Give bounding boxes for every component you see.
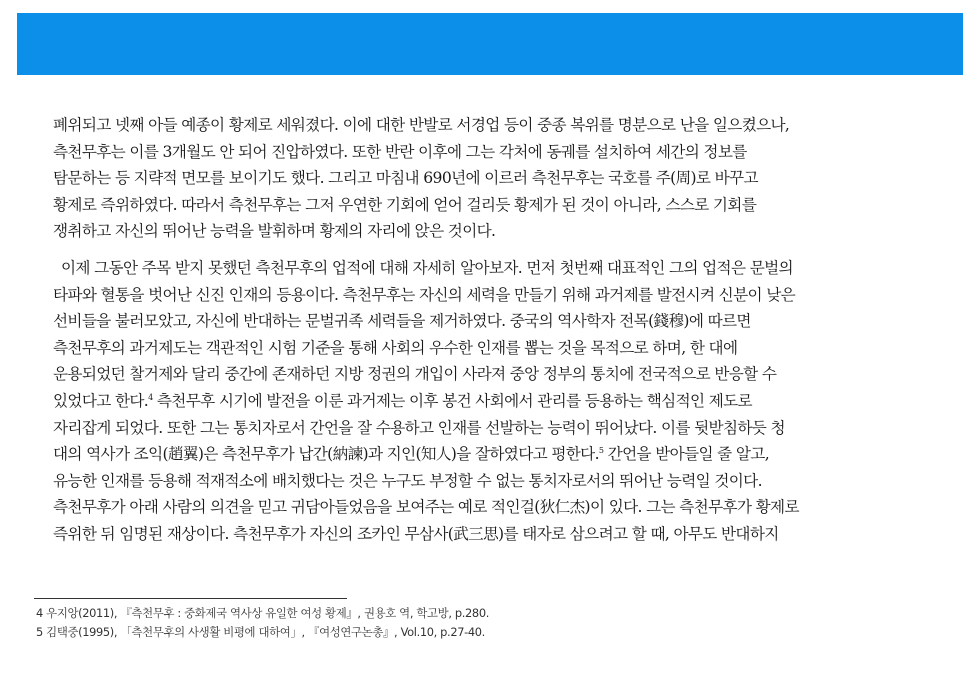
paragraph-line: 황제로 즉위하였다. 따라서 측천무후는 그저 우연한 기회에 얻어 걸리듯 황제가 된 것이 아니라, 스스로 기회를 (53, 195, 757, 214)
paragraph-line: 측천무후가 아래 사람의 의견을 믿고 귀담아들었음을 보여주는 예로 적인걸(狄仁杰)이 있다. 그는 측천무후가 황제로 (53, 498, 799, 517)
paragraph-line: 측천무후의 과거제도는 객관적인 시험 기준을 통해 사회의 우수한 인재를 뽑는 것을 목적으로 하며, 한 대에 (53, 338, 738, 357)
paragraph-2 (53, 255, 945, 548)
paragraph-line-text: 간언을 받아들일 줄 알고, (603, 445, 770, 464)
paragraph-line: 측천무후는 이를 3개월도 안 되어 진압하였다. 또한 반란 이후에 그는 각처에 동궤를 설치하여 세간의 정보를 (53, 142, 747, 161)
header-bar (17, 13, 963, 75)
footnote-divider (34, 598, 347, 599)
footnote-4: 4 우지앙(2011), 『측천무후 : 중화제국 역사상 유일한 여성 황제』, 권용호 역, 학고방, p.280. (36, 606, 489, 620)
paragraph-line-text: 이제 그동안 주목 받지 못했던 측천무후의 업적에 대해 자세히 알아보자. 먼저 첫번째 대표적인 그의 업적은 문벌의 (61, 258, 793, 277)
document-body (53, 112, 945, 548)
paragraph-line-text: 대의 역사가 조익(趙翼)은 측천무후가 납간(納諫)과 지인(知人)을 잘하였다고 평한다. (53, 445, 599, 464)
footnote-ref-4[interactable]: 4 (148, 392, 153, 402)
paragraph-line: 쟁취하고 자신의 뛰어난 능력을 발휘하며 황제의 자리에 앉은 것이다. (53, 222, 496, 241)
footnote-5: 5 김택중(1995), 「측천무후의 사생활 비평에 대하여」, 『여성연구논총』, Vol.10, p.27-40. (36, 625, 485, 639)
footnotes (36, 604, 489, 642)
paragraph-line (53, 441, 945, 468)
footnote-ref-5[interactable]: 5 (598, 445, 604, 455)
paragraph-line: 선비들을 불러모았고, 자신에 반대하는 문벌귀족 세력들을 제거하였다. 중국의 역사학자 전목(錢穆)에 따르면 (53, 312, 751, 331)
paragraph-line (53, 388, 945, 415)
paragraph-line: 폐위되고 넷째 아들 예종이 황제로 세워졌다. 이에 대한 반발로 서경업 등이 중종 복위를 명분으로 난을 일으켰으나, (53, 116, 790, 134)
paragraph-line: 유능한 인재를 등용해 적재적소에 배치했다는 것은 누구도 부정할 수 없는 통치자로서의 뛰어난 능력일 것이다. (53, 471, 762, 490)
paragraph-line-text: 있었다고 한다. (53, 391, 149, 410)
paragraph-line (53, 255, 945, 282)
paragraph-line: 자리잡게 되었다. 또한 그는 통치자로서 간언을 잘 수용하고 인재를 선발하는 능력이 뛰어났다. 이를 뒷받침하듯 청 (53, 418, 785, 437)
paragraph-line: 탐문하는 등 지략적 면모를 보이기도 했다. 그리고 마침내 690년에 이르러 측천무후는 국호를 주(周)로 바꾸고 (53, 169, 758, 188)
paragraph-line-text: 측천무후 시기에 발전을 이룬 과거제는 이후 봉건 사회에서 관리를 등용하는 핵심적인 제도로 (152, 391, 752, 410)
paragraph-line: 즉위한 뒤 임명된 재상이다. 측천무후가 자신의 조카인 무삼사(武三思)를 태자로 삼으려고 할 때, 아무도 반대하지 (53, 524, 779, 543)
paragraph-1 (53, 112, 945, 245)
paragraph-line: 운용되었던 찰거제와 달리 중간에 존재하던 지방 정권의 개입이 사라져 중앙 정부의 통치에 전국적으로 반응할 수 (53, 365, 777, 384)
paragraph-line: 타파와 혈통을 벗어난 신진 인재의 등용이다. 측천무후는 자신의 세력을 만들기 위해 과거제를 발전시켜 신분이 낮은 (53, 285, 796, 304)
